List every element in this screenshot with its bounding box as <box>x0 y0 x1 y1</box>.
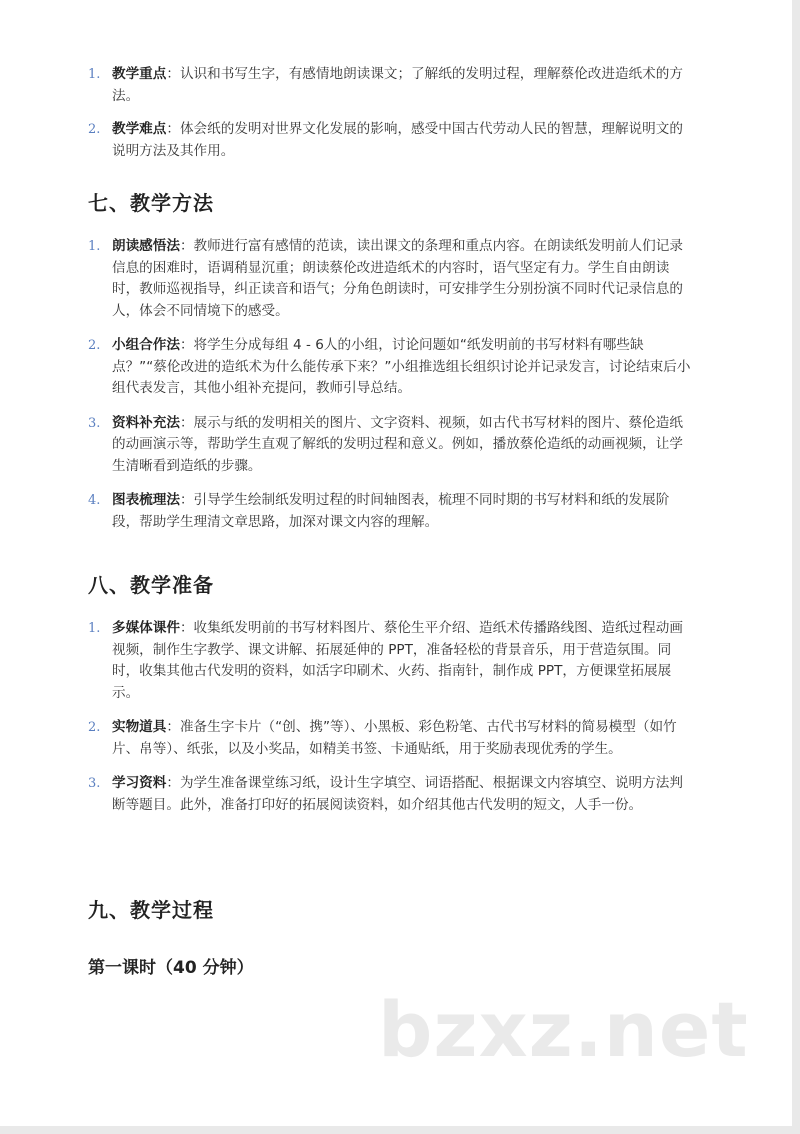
list-term: 教学难点 <box>112 121 167 137</box>
list-item <box>88 618 694 704</box>
list-term: 朗读感悟法 <box>112 238 180 254</box>
section-heading-teaching-preparation: 八、教学准备 <box>88 573 214 597</box>
list-description: ：展示与纸的发明相关的图片、文字资料、视频，如古代书写材料的图片、蔡伦造纸的动画演示等，帮助学生直观了解纸的发明过程和意义。例如，播放蔡伦造纸的动画视频，让学生清晰看到造纸的步骤。 <box>112 414 683 474</box>
list-term: 实物道具 <box>112 719 167 735</box>
list-description: ：为学生准备课堂练习纸，设计生字填空、词语搭配、根据课文内容填空、说明方法判断等题目。此外，准备打印好的拓展阅读资料，如介绍其他古代发明的短文，人手一份。 <box>112 775 683 813</box>
list-item <box>88 773 694 816</box>
list-number: 3. <box>88 776 101 791</box>
list-item <box>88 64 694 107</box>
subsection-heading-first-lesson: 第一课时（40 分钟） <box>88 958 254 978</box>
list-number: 1. <box>88 67 101 82</box>
list-number: 2. <box>88 338 101 353</box>
list-item <box>88 119 694 162</box>
teaching-methods-list <box>88 236 694 533</box>
section-heading-teaching-process: 九、教学过程 <box>88 898 214 922</box>
site-watermark: bzxz.net <box>378 985 749 1074</box>
key-points-list <box>88 64 694 162</box>
list-description: ：认识和书写生字，有感情地朗读课文；了解纸的发明过程，理解蔡伦改进造纸术的方法。 <box>112 66 683 104</box>
teaching-preparation-list <box>88 618 694 816</box>
list-number: 4. <box>88 493 101 508</box>
section-heading-teaching-methods: 七、教学方法 <box>88 191 214 215</box>
list-description: ：引导学生绘制纸发明过程的时间轴图表，梳理不同时期的书写材料和纸的发展阶段，帮助学生理清文章思路，加深对课文内容的理解。 <box>112 492 670 530</box>
list-item <box>88 236 694 322</box>
list-term: 资料补充法 <box>112 414 180 431</box>
list-number: 2. <box>88 720 101 735</box>
list-description: ：教师进行富有感情的范读，读出课文的条理和重点内容。在朗读纸发明前人们记录信息的困难时，语调稍显沉重；朗读蔡伦改进造纸术的内容时，语气坚定有力。学生自由朗读时，教师巡视指导，纠正读音和语气；分角色朗读时，可安排学生分别扮演不同时代记录信息的人，体会不同情境下的感受。 <box>112 238 683 319</box>
list-description: ：收集纸发明前的书写材料图片、蔡伦生平介绍、造纸术传播路线图、造纸过程动画视频，制作生字教学、课文讲解、拓展延伸的 PPT，准备轻松的背景音乐，用于营造氛围。同时，收集其他古代发明的资料，如活字印刷术、火药、指南针，制作成 PPT，方便课堂拓展展示。 <box>112 620 683 701</box>
list-term: 教学重点 <box>112 66 167 82</box>
list-term: 学习资料 <box>112 775 167 791</box>
list-description: ：准备生字卡片（“创、携”等）、小黑板、彩色粉笔、古代书写材料的简易模型（如竹片、帛等）、纸张，以及小奖品，如精美书签、卡通贴纸，用于奖励表现优秀的学生。 <box>112 719 677 757</box>
list-term: 图表梳理法 <box>112 492 180 508</box>
list-term: 多媒体课件 <box>112 620 180 636</box>
list-item <box>88 335 694 400</box>
list-number: 1. <box>88 621 101 636</box>
list-description: ：将学生分成每组 4 - 6人的小组，讨论问题如“纸发明前的书写材料有哪些缺点？”“蔡伦改进的造纸术为什么能传承下来？”小组推选组长组织讨论并记录发言，讨论结束后小组代表发言，其他小组补充提问，教师引导总结。 <box>112 337 691 396</box>
list-number: 3. <box>88 415 101 431</box>
list-description: ：体会纸的发明对世界文化发展的影响，感受中国古代劳动人民的智慧，理解说明文的说明方法及其作用。 <box>112 121 683 159</box>
list-item <box>88 717 694 760</box>
list-item <box>88 490 694 533</box>
list-number: 2. <box>88 122 101 137</box>
list-number: 1. <box>88 239 101 254</box>
list-item <box>88 413 694 478</box>
list-term: 小组合作法 <box>112 337 180 353</box>
